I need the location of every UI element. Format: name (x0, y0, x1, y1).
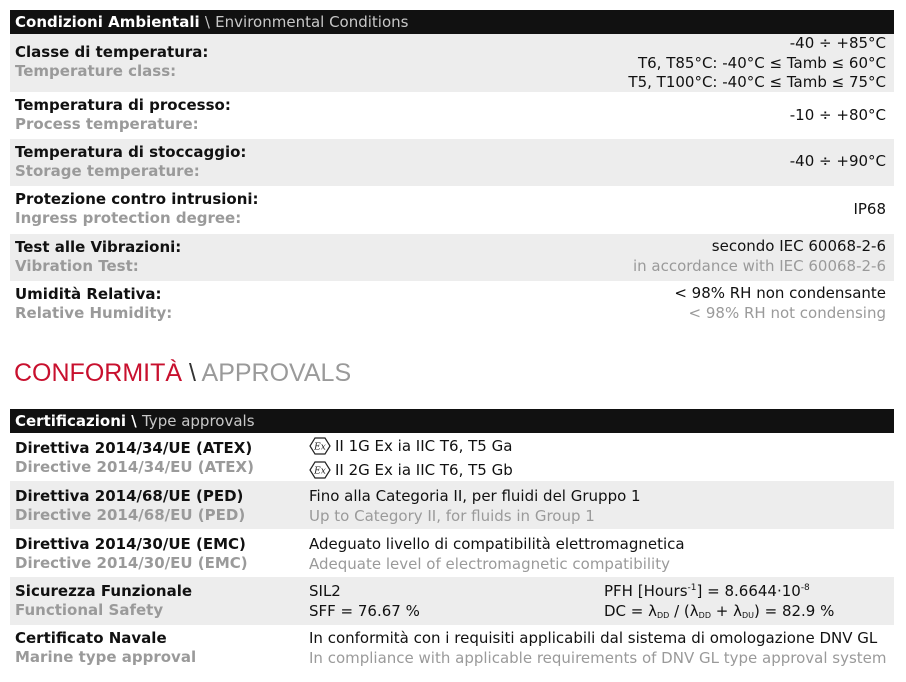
approvals-header-en: Type approvals (141, 412, 255, 430)
value-it: < 98% RH non condensante (674, 284, 886, 302)
env-header (10, 10, 894, 34)
label-it: Temperatura di processo: (15, 96, 231, 114)
value-it: Adeguato livello di compatibilità elettromagnetica (309, 535, 685, 553)
env-header-sep: \ (204, 13, 210, 31)
approvals-header-sep: \ (131, 412, 137, 430)
row-relative-humidity (10, 281, 894, 328)
label-it: Sicurezza Funzionale (15, 582, 193, 600)
naval-values (309, 629, 887, 668)
label-en: Ingress protection degree: (15, 209, 242, 227)
sff-value: SFF = 76.67 % (309, 601, 420, 620)
label-en: Storage temperature: (15, 162, 200, 180)
label-en: Vibration Test: (15, 257, 139, 275)
sil-values (309, 582, 420, 621)
value-it: Fino alla Categoria II, per fluidi del Gruppo 1 (309, 487, 641, 505)
sil-level: SIL2 (309, 582, 341, 600)
label-it: Protezione contro intrusioni: (15, 190, 259, 208)
value-en: Adequate level of electromagnetic compatibility (309, 554, 670, 573)
ped-values (309, 487, 641, 526)
sil-metrics (604, 582, 834, 621)
atex-value-2: II 2G Ex ia IIC T6, T5 Gb (335, 461, 513, 479)
atex-value-1: II 1G Ex ia IIC T6, T5 Ga (335, 437, 513, 455)
value-line: -40 ÷ +85°C (789, 34, 886, 52)
label-it: Temperatura di stoccaggio: (15, 143, 247, 161)
value-line: IP68 (853, 200, 886, 218)
label-it: Direttiva 2014/30/UE (EMC) (15, 535, 246, 553)
env-header-en: Environmental Conditions (215, 13, 409, 31)
label-it: Umidità Relativa: (15, 285, 162, 303)
label-en: Temperature class: (15, 62, 177, 80)
value-line: T5, T100°C: -40°C ≤ Tamb ≤ 75°C (628, 73, 886, 91)
value-en: Up to Category II, for fluids in Group 1 (309, 506, 595, 525)
ex-hexagon-icon (309, 437, 331, 455)
atex-line-1 (309, 437, 512, 457)
label-en: Directive 2014/30/EU (EMC) (15, 554, 248, 572)
ex-mark-text: Ex (314, 442, 326, 453)
approvals-title-it: CONFORMITÀ (14, 359, 183, 387)
label-en: Directive 2014/68/EU (PED) (15, 506, 246, 524)
env-header-it: Condizioni Ambientali (15, 13, 200, 31)
emc-values (309, 535, 685, 574)
atex-line-2 (309, 461, 513, 481)
value-line: T6, T85°C: -40°C ≤ Tamb ≤ 60°C (637, 53, 886, 72)
value-line: -40 ÷ +90°C (789, 152, 886, 170)
value-en: in accordance with IEC 60068-2-6 (632, 256, 886, 275)
approvals-title-en: APPROVALS (201, 359, 352, 387)
label-it: Direttiva 2014/34/UE (ATEX) (15, 439, 253, 457)
label-en: Marine type approval (15, 648, 197, 666)
label-en: Functional Safety (15, 601, 164, 619)
row-vibration-test (10, 234, 894, 281)
row-storage-temperature (10, 139, 894, 186)
label-en: Process temperature: (15, 115, 199, 133)
label-it: Test alle Vibrazioni: (15, 238, 182, 256)
value-it: In conformità con i requisiti applicabili dal sistema di omologazione DNV GL (309, 629, 878, 647)
row-ingress-protection (10, 186, 894, 234)
row-temperature-class (10, 34, 894, 92)
pfh-value: PFH [Hours$^{-1}$] = $8.6644\cdot 10^{-8}$ (604, 582, 810, 600)
label-it: Direttiva 2014/68/UE (PED) (15, 487, 244, 505)
dc-value: DC = $\lambda_{DD} / (\lambda_{DD} + \lambda_{DU}) = 82.9$ % (604, 601, 835, 620)
label-en: Relative Humidity: (15, 304, 173, 322)
value-en: In compliance with applicable requirements of DNV GL type approval system (309, 648, 887, 667)
approvals-title-sep: \ (189, 359, 196, 387)
row-process-temperature (10, 92, 894, 139)
approvals-header (10, 409, 894, 433)
label-en: Directive 2014/34/EU (ATEX) (15, 458, 254, 476)
ex-hexagon-icon (309, 461, 331, 479)
label-it: Classe di temperatura: (15, 43, 209, 61)
value-line: -10 ÷ +80°C (789, 106, 886, 124)
value-it: secondo IEC 60068-2-6 (711, 237, 886, 255)
approvals-header-it: Certificazioni (15, 412, 127, 430)
approvals-title (14, 358, 351, 388)
value-en: < 98% RH not condensing (688, 303, 886, 322)
label-it: Certificato Navale (15, 629, 167, 647)
ex-mark-text: Ex (314, 466, 326, 477)
